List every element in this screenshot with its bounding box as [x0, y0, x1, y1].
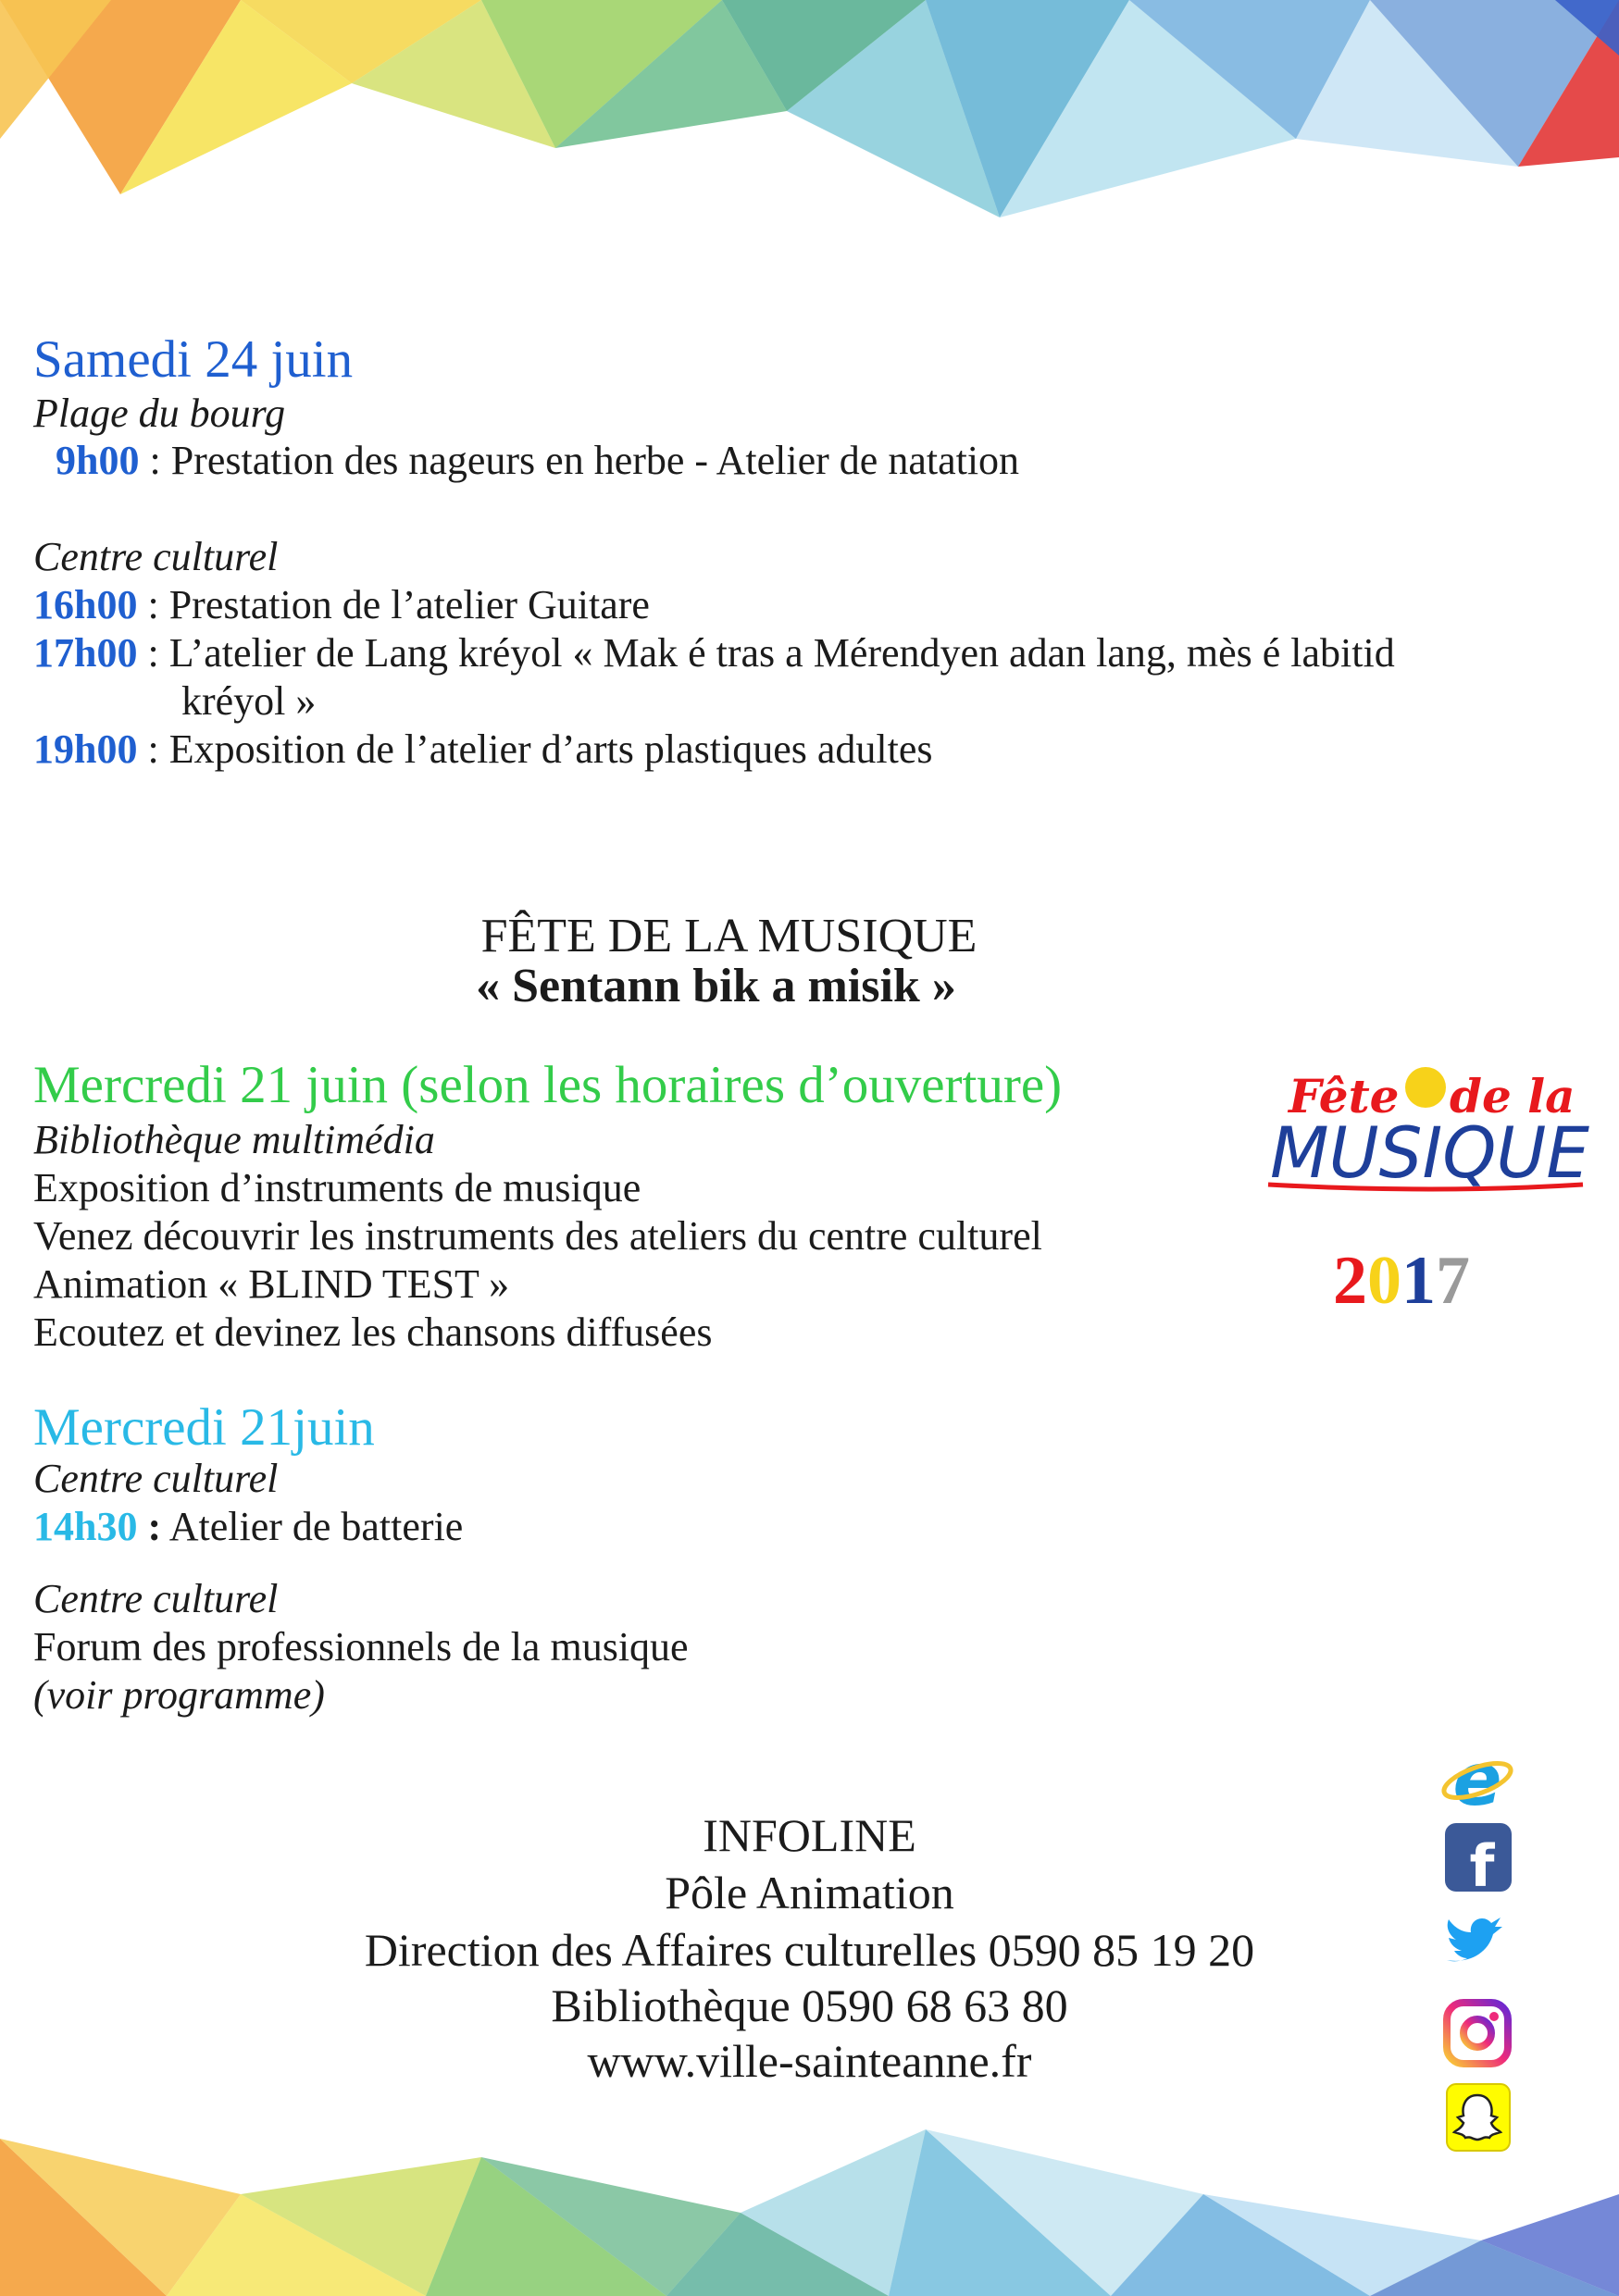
fete-subtitle: « Sentann bik a misik »: [476, 960, 956, 1012]
wednesday-library-place: Bibliothèque multimédia: [33, 1117, 435, 1162]
logo-fete-text: Fête: [1289, 1069, 1400, 1123]
activity-text: : L’atelier de Lang kréyol « Mak é tras a Mérendyen adan lang, mès é labitid: [137, 630, 1395, 676]
logo-year-text: 2017: [1333, 1243, 1470, 1319]
fete-title: FÊTE DE LA MUSIQUE: [480, 910, 978, 962]
wednesday-center-item-drums: [33, 1504, 464, 1549]
svg-text:e: e: [1452, 1742, 1502, 1818]
infoline-department: Pôle Animation: [665, 1867, 954, 1918]
activity-text: : Exposition de l’atelier d’arts plastiques adultes: [137, 726, 933, 772]
infoline-dac-phone: Direction des Affaires culturelles 0590 85 19 20: [364, 1924, 1255, 1976]
time-label: 9h00: [56, 438, 140, 483]
wednesday-library-line: Venez découvrir les instruments des ateliers du centre culturel: [33, 1213, 1042, 1259]
logo-graphic: [1259, 1055, 1601, 1323]
wednesday-library-line: Animation « BLIND TEST »: [33, 1261, 510, 1307]
snapchat-icon[interactable]: [1439, 2080, 1515, 2156]
svg-text:f: f: [1469, 1832, 1495, 1895]
saturday-place-beach: Plage du bourg: [33, 391, 286, 436]
wednesday-library-title: Mercredi 21 juin (selon les horaires d’ouverture): [33, 1056, 1063, 1114]
instagram-icon[interactable]: [1439, 1995, 1515, 2071]
activity-text: : Prestation de l’atelier Guitare: [137, 582, 650, 627]
bottom-decorative-banner: [0, 2102, 1619, 2296]
time-separator: :: [137, 1504, 162, 1549]
saturday-item-exhibition: [33, 726, 933, 772]
internet-explorer-icon[interactable]: [1439, 1742, 1515, 1818]
top-decorative-banner: [0, 0, 1619, 231]
logo-de-la-text: de la: [1450, 1069, 1575, 1123]
twitter-icon[interactable]: [1439, 1906, 1515, 1982]
wednesday-center-place-2: Centre culturel: [33, 1576, 279, 1621]
activity-text: : Prestation des nageurs en herbe - Atelier de natation: [139, 438, 1020, 483]
infoline-website[interactable]: www.ville-sainteanne.fr: [587, 2035, 1032, 2087]
activity-text: Atelier de batterie: [161, 1504, 464, 1549]
saturday-item-swim: [56, 438, 1020, 483]
fete-de-la-musique-logo: [1259, 1055, 1601, 1323]
wednesday-center-forum: Forum des professionnels de la musique: [33, 1624, 689, 1669]
wednesday-library-line: Exposition d’instruments de musique: [33, 1165, 641, 1210]
saturday-item-kreyol-continuation: kréyol »: [181, 678, 317, 724]
infoline-library-phone: Bibliothèque 0590 68 63 80: [551, 1980, 1068, 2031]
wednesday-center-note: (voir programme): [33, 1672, 325, 1718]
wednesday-library-line: Ecoutez et devinez les chansons diffusées: [33, 1309, 713, 1355]
infoline-title: INFOLINE: [703, 1809, 916, 1861]
time-label: 17h00: [33, 630, 138, 676]
time-label: 19h00: [33, 726, 138, 772]
wednesday-center-place: Centre culturel: [33, 1456, 279, 1501]
saturday-item-kreyol: [33, 630, 1395, 676]
facebook-icon[interactable]: [1439, 1819, 1515, 1895]
saturday-place-cultural-center: Centre culturel: [33, 534, 279, 579]
logo-musique-text: MUSIQUE: [1270, 1111, 1589, 1194]
time-label: 16h00: [33, 582, 138, 627]
wednesday-center-title: Mercredi 21juin: [33, 1398, 375, 1457]
time-label: 14h30: [33, 1504, 138, 1549]
saturday-title: Samedi 24 juin: [33, 330, 354, 389]
saturday-item-guitar: [33, 582, 650, 627]
